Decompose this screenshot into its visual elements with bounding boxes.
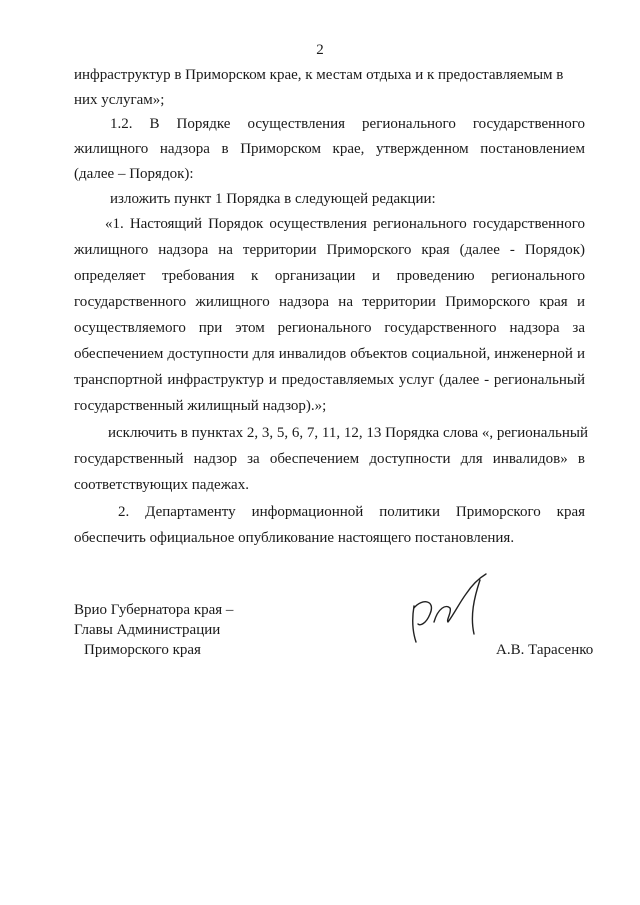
p4-line-4: государственного жилищного надзора на территории Приморского края и xyxy=(74,294,585,310)
signer-title-line-1: Врио Губернатора края – xyxy=(74,602,234,618)
signer-name: А.В. Тарасенко xyxy=(496,642,594,658)
signature-block xyxy=(74,600,233,660)
p4-line-1: «1. Настоящий Порядок осуществления регионального государственного xyxy=(105,216,585,232)
p2-line-3: (далее – Порядок): xyxy=(74,166,194,182)
p4-line-3: определяет требования к организации и проведению регионального xyxy=(74,268,585,284)
signer-title-line-2: Главы Администрации xyxy=(74,622,221,638)
p1-line-2: них услугам»; xyxy=(74,92,165,108)
p5-line-2: государственный надзор за обеспечением доступности для инвалидов» в xyxy=(74,451,585,467)
handwritten-signature xyxy=(400,568,500,648)
p4-line-7: транспортной инфраструктур и предоставляемых услуг (далее - региональный xyxy=(74,372,585,388)
p6-line-2: обеспечить официальное опубликование настоящего постановления. xyxy=(74,530,515,546)
p2-line-1: 1.2. В Порядке осуществления регионального государственного xyxy=(110,116,585,132)
p4-line-2: жилищного надзора на территории Приморского края (далее - Порядок) xyxy=(74,242,585,258)
signer-title-line-3: Приморского края xyxy=(84,642,201,658)
p6-line-1: 2. Департаменту информационной политики Приморского края xyxy=(118,504,585,520)
p5-line-3: соответствующих падежах. xyxy=(74,477,249,493)
p3-line-1: изложить пункт 1 Порядка в следующей редакции: xyxy=(110,191,436,207)
p2-line-2: жилищного надзора в Приморском крае, утвержденном постановлением xyxy=(74,141,585,157)
p5-line-1: исключить в пунктах 2, 3, 5, 6, 7, 11, 12, 13 Порядка слова «, региональный xyxy=(108,425,589,441)
p4-line-8: государственный жилищный надзор).»; xyxy=(74,398,327,414)
p1-line-1: инфраструктур в Приморском крае, к местам отдыха и к предоставляемым в xyxy=(74,67,564,83)
p4-line-5: осуществляемого при этом регионального государственного надзора за xyxy=(74,320,585,336)
page-number: 2 xyxy=(316,42,324,58)
p4-line-6: обеспечением доступности для инвалидов объектов социальной, инженерной и xyxy=(74,346,585,362)
